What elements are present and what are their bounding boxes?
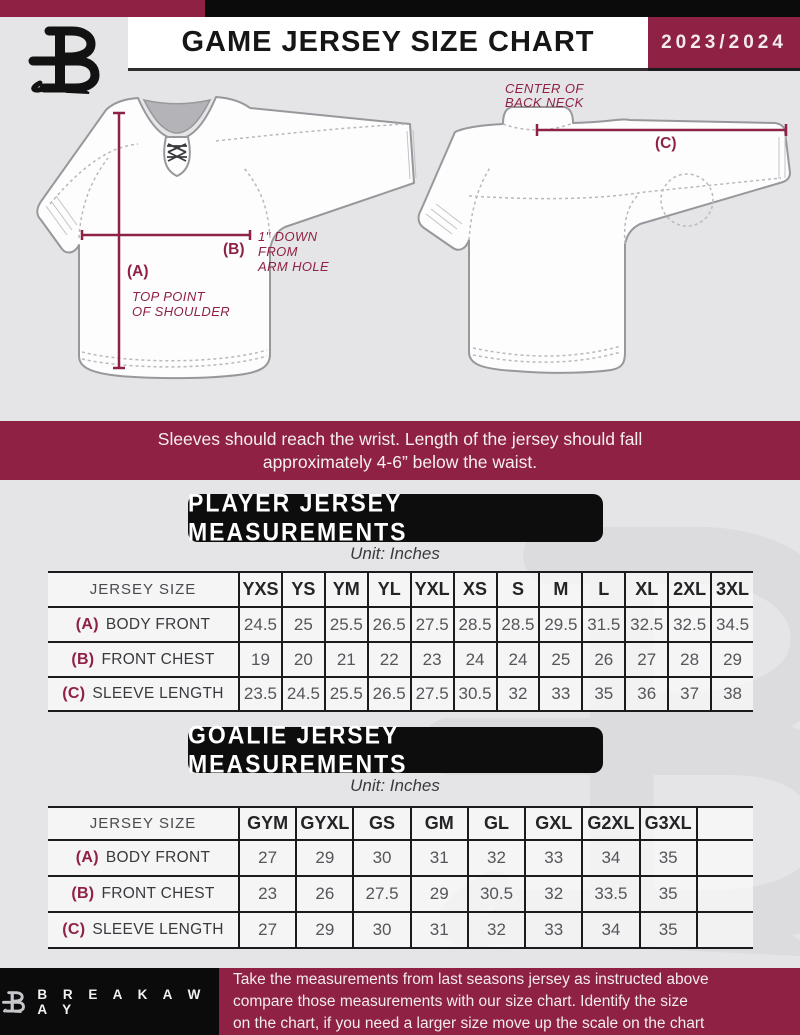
page-title: GAME JERSEY SIZE CHART [181,26,595,58]
goalie-section-header [188,720,603,779]
table-value: 23 [410,643,453,678]
table-value: 28 [667,643,710,678]
title-box [128,17,648,71]
table-value: 22 [367,643,410,678]
table-column-header: GYM [238,806,295,841]
table-value: 28.5 [496,608,539,643]
label-a-caption: TOP POINT [132,289,205,304]
label-b-caption: ARM HOLE [258,259,330,274]
table-column-header: G3XL [639,806,696,841]
footer-brand-panel [0,968,219,1035]
header-maroon-strip [0,0,205,17]
goalie-unit-label: Unit: Inches [350,776,440,795]
table-value: 21 [324,643,367,678]
table-column-header: YS [281,571,324,608]
table-value: 28.5 [453,608,496,643]
table-value [696,913,753,949]
table-value: 35 [639,841,696,877]
table-value: 27 [624,643,667,678]
table-value: 32 [524,877,581,913]
table-value: 32.5 [667,608,710,643]
table-row-label [48,841,238,877]
brand-name: B R E A K A W A Y [37,986,207,1017]
row-label-text: FRONT CHEST [101,650,215,668]
fit-note-line: approximately 4-6” below the waist. [262,451,538,472]
table-column-header: 2XL [667,571,710,608]
season-badge [648,17,800,71]
table-column-header: YM [324,571,367,608]
front-jersey-diagram [20,86,430,411]
fit-note-banner [0,421,800,480]
table-value: 24.5 [238,608,281,643]
table-value: 26 [295,877,352,913]
table-column-header: GYXL [295,806,352,841]
table-column-header: XS [453,571,496,608]
table-value: 29.5 [538,608,581,643]
table-value: 25 [538,643,581,678]
table-value: 30 [352,913,409,949]
table-column-header: YXS [238,571,281,608]
table-value: 31.5 [581,608,624,643]
table-value: 34 [581,913,638,949]
table-value: 25.5 [324,678,367,712]
table-value: 31 [410,841,467,877]
season-label: 2023/2024 [661,31,787,53]
row-label-text: FRONT CHEST [101,885,215,902]
table-value [696,841,753,877]
table-value: 25.5 [324,608,367,643]
label-c: (C) [655,135,677,152]
table-value: 30.5 [453,678,496,712]
table-value: 32 [467,841,524,877]
row-letter: (A) [75,849,99,866]
player-section-header [188,488,603,547]
table-value: 33 [524,841,581,877]
table-column-header: XL [624,571,667,608]
table-value: 26.5 [367,608,410,643]
table-value: 33 [524,913,581,949]
breakaway-b-logo-icon [0,985,28,1019]
table-value: 30 [352,841,409,877]
table-value: 32 [467,913,524,949]
label-b-caption: 1" DOWN [258,229,318,244]
table-value: 33.5 [581,877,638,913]
table-size-header: JERSEY SIZE [48,571,238,608]
table-value: 20 [281,643,324,678]
table-row-label [48,643,238,678]
table-column-header: M [538,571,581,608]
table-column-header: S [496,571,539,608]
table-value: 35 [639,877,696,913]
back-jersey-diagram [415,78,800,396]
table-value: 27.5 [410,608,453,643]
back-neck-caption: CENTER OF [505,81,584,96]
goalie-section-title: GOALIE JERSEY MEASUREMENTS [188,720,408,779]
table-value: 35 [639,913,696,949]
table-value [696,877,753,913]
label-a-caption: OF SHOULDER [132,304,231,319]
table-value: 23.5 [238,678,281,712]
table-column-header: GS [352,806,409,841]
row-label-text: SLEEVE LENGTH [92,685,224,702]
table-column-header: GM [410,806,467,841]
table-value: 36 [624,678,667,712]
row-letter: (B) [71,885,95,902]
table-row-label [48,608,238,643]
header-black-strip [205,0,800,17]
label-b: (B) [223,241,245,258]
table-value: 25 [281,608,324,643]
table-value: 38 [710,678,753,712]
table-value: 29 [710,643,753,678]
footer-instruction-line: on the chart, if you need a larger size move up the scale on the chart [233,1014,705,1032]
goalie-measurements-table [48,806,753,949]
row-letter: (C) [62,921,86,938]
footer-instruction-line: compare those measurements with our size chart. Identify the size [233,992,688,1010]
table-value: 35 [581,678,624,712]
front-jersey-outline [37,97,414,378]
table-size-header: JERSEY SIZE [48,806,238,841]
label-b-caption: FROM [258,244,298,259]
table-row-label [48,913,238,949]
table-value: 24 [453,643,496,678]
row-label-text: BODY FRONT [105,615,211,633]
table-value: 27.5 [410,678,453,712]
table-column-header: GXL [524,806,581,841]
row-letter: (B) [71,650,95,668]
player-measurements-table [48,571,753,712]
table-column-header: YXL [410,571,453,608]
table-value: 37 [667,678,710,712]
table-row-label [48,678,238,712]
fit-note-line: Sleeves should reach the wrist. Length of the jersey should fall [157,428,643,449]
table-column-header [696,806,753,841]
back-neck-caption: BACK NECK [505,95,584,110]
table-value: 27.5 [352,877,409,913]
table-column-header: G2XL [581,806,638,841]
row-label-text: SLEEVE LENGTH [92,921,224,938]
table-column-header: YL [367,571,410,608]
footer-instruction-line: Take the measurements from last seasons jersey as instructed above [233,970,709,988]
table-value: 34.5 [710,608,753,643]
row-label-text: BODY FRONT [105,849,211,866]
table-value: 19 [238,643,281,678]
table-value: 31 [410,913,467,949]
row-letter: (A) [75,615,99,633]
row-letter: (C) [62,685,86,702]
table-value: 29 [295,913,352,949]
table-value: 29 [295,841,352,877]
table-column-header: 3XL [710,571,753,608]
player-unit-label: Unit: Inches [350,544,440,563]
table-row-label [48,877,238,913]
breakaway-b-logo-icon [22,16,110,104]
table-value: 29 [410,877,467,913]
table-value: 30.5 [467,877,524,913]
table-value: 26 [581,643,624,678]
table-value: 27 [238,841,295,877]
table-column-header: L [581,571,624,608]
player-section-title: PLAYER JERSEY MEASUREMENTS [188,488,408,547]
table-value: 32.5 [624,608,667,643]
table-value: 24 [496,643,539,678]
table-value: 27 [238,913,295,949]
table-value: 23 [238,877,295,913]
back-jersey-outline [419,107,790,373]
table-value: 24.5 [281,678,324,712]
table-value: 26.5 [367,678,410,712]
table-value: 34 [581,841,638,877]
label-a: (A) [127,263,149,280]
table-value: 32 [496,678,539,712]
footer-instructions-panel [219,968,800,1035]
table-column-header: GL [467,806,524,841]
table-value: 33 [538,678,581,712]
